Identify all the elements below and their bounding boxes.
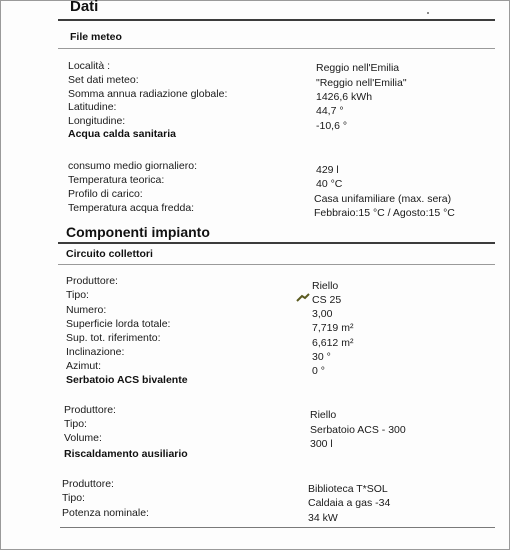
field-label: Sup. tot. riferimento: [66,332,161,344]
section-title-componenti: Componenti impianto [66,224,210,240]
field-value: 1426,6 kWh [316,91,373,103]
field-value: 300 l [310,438,333,450]
field-value: Febbraio:15 °C / Agosto:15 °C [314,207,455,219]
subsection-title-acqua-calda: Acqua calda sanitaria [68,128,176,140]
field-label: Superficie lorda totale: [66,318,171,330]
field-label: Set dati meteo: [68,74,139,86]
scan-speck [427,12,429,14]
pencil-mark-icon [296,293,310,303]
field-value: Riello [310,409,337,421]
field-value: 44,7 ° [316,105,344,117]
field-label: Località : [68,60,111,72]
field-value: 30 ° [312,351,331,363]
field-value: -10,6 ° [316,120,348,132]
subsection-title-circuito: Circuito collettori [66,248,153,260]
field-label: Longitudine: [68,115,126,127]
subsection-rule [58,264,495,265]
field-value: Casa unifamiliare (max. sera) [314,193,452,205]
field-label: Temperatura teorica: [68,174,165,186]
field-label: Somma annua radiazione globale: [68,88,228,100]
field-value: 7,719 m² [312,322,354,334]
field-label: Volume: [64,432,102,444]
field-value: Reggio nell'Emilia [316,62,400,74]
section-title-dati: Dati [70,0,99,15]
field-value: Biblioteca T*SOL [308,483,388,495]
field-value: 34 kW [308,512,338,524]
subsection-title-serbatoio: Serbatoio ACS bivalente [66,374,188,386]
field-value: Riello [312,280,339,292]
field-value: 3,00 [312,308,333,320]
subsection-title-file-meteo: File meteo [70,31,122,43]
field-value: 40 °C [316,178,343,190]
field-value: 429 l [316,164,339,176]
field-value: 6,612 m² [312,337,354,349]
subsection-title-riscaldamento: Riscaldamento ausiliario [64,448,188,460]
field-value: CS 25 [312,294,342,306]
subsection-rule [58,48,495,49]
field-label: Inclinazione: [66,346,125,358]
field-label: Azimut: [66,360,102,372]
field-label: Latitudine: [68,101,117,113]
footer-rule [60,527,495,528]
field-label: Produttore: [66,275,118,287]
field-label: Produttore: [64,404,116,416]
field-label: Temperatura acqua fredda: [68,202,195,214]
field-label: consumo medio giornaliero: [68,160,197,172]
field-value: 0 ° [312,365,325,377]
field-label: Tipo: [64,418,87,430]
field-label: Numero: [66,304,107,316]
section-rule [58,242,495,244]
field-label: Produttore: [62,478,114,490]
field-value: Serbatoio ACS - 300 [310,424,406,436]
field-label: Tipo: [62,492,85,504]
field-value: "Reggio nell'Emilia" [316,77,407,89]
field-value: Caldaia a gas -34 [308,497,391,509]
field-label: Potenza nominale: [62,507,149,519]
field-label: Tipo: [66,289,89,301]
field-label: Profilo di carico: [68,188,143,200]
section-rule [58,19,495,21]
